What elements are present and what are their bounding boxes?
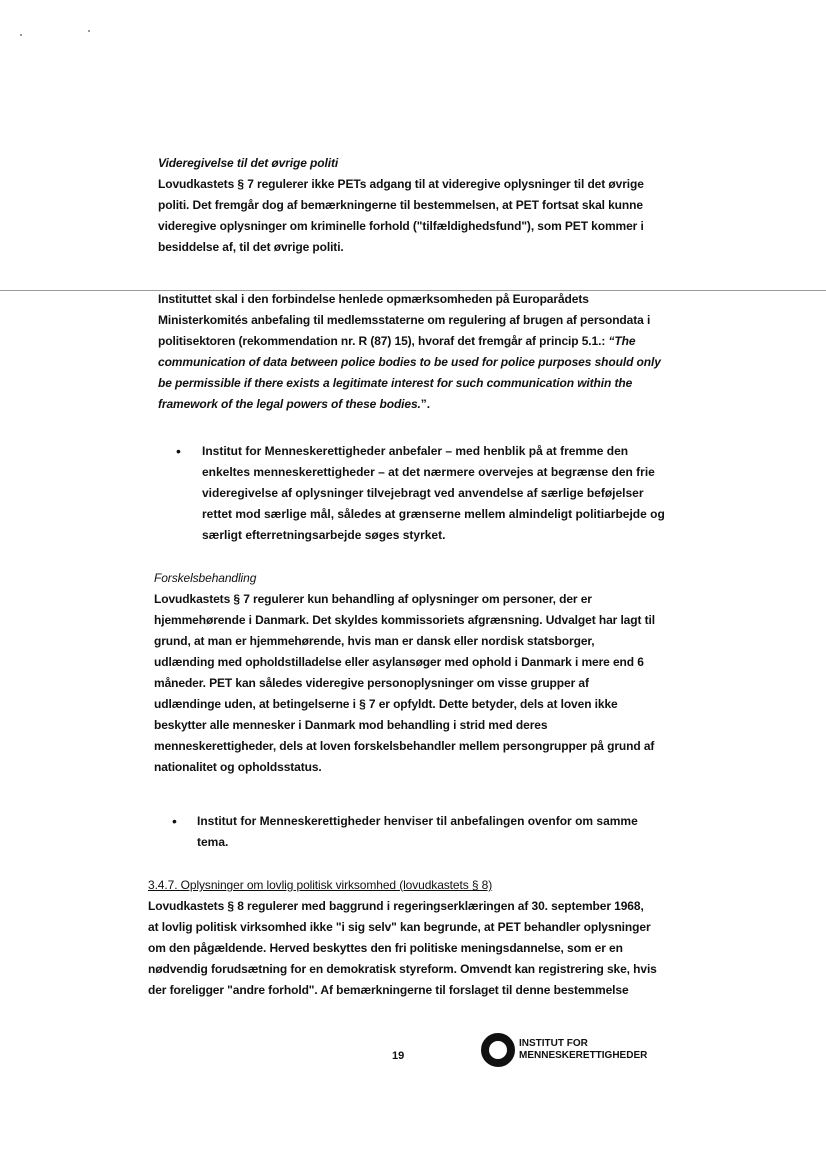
logo-line: INSTITUT FOR: [519, 1038, 588, 1049]
scan-speck: [88, 30, 90, 32]
text-line: at lovlig politisk virksomhed ikke "i sig selv" kan begrunde, at PET behandler oplysninger: [148, 920, 651, 934]
text-line: udlænding med opholdstilladelse eller asylansøger med ophold i Danmark i mere end 6: [154, 655, 644, 669]
section-europaraadet: [158, 289, 661, 415]
text-line: Ministerkomités anbefaling til medlemsstaterne om regulering af brugen af persondata i: [158, 313, 651, 327]
text-line: rettet mod særlige mål, således at grænserne mellem almindeligt politiarbejde og: [202, 507, 665, 521]
text-line: nødvendig forudsætning for en demokratisk styreform. Omvendt kan registrering ske, hvis: [148, 962, 657, 976]
institute-logo-text: [519, 1038, 647, 1062]
page-number: 19: [392, 1050, 405, 1062]
text-line: hjemmehørende i Danmark. Det skyldes kommissoriets afgrænsning. Udvalget har lagt til: [154, 613, 655, 627]
text-line: der foreligger "andre forhold". Af bemærkningerne til forslaget til denne bestemmelse: [148, 983, 629, 997]
text-line: beskytter alle mennesker i Danmark mod behandling i strid med deres: [154, 718, 548, 732]
section-videregivelse: [158, 153, 644, 258]
text-line: [158, 331, 661, 352]
section-heading: Videregivelse til det øvrige politi: [158, 156, 339, 170]
institute-logo-icon: [480, 1032, 516, 1068]
text-line: Institut for Menneskerettigheder henviser til anbefalingen ovenfor om samme: [197, 814, 638, 828]
text-line: menneskerettigheder, dels at loven forskelsbehandler mellem persongrupper på grund af: [154, 739, 655, 753]
bullet-symbol: •: [176, 443, 181, 459]
text-line: måneder. PET kan således videregive personoplysninger om visse grupper af: [154, 676, 589, 690]
quote-line: be permissible if there exists a legitimate interest for such communication within the: [158, 376, 633, 390]
section-heading: 3.4.7. Oplysninger om lovlig politisk virksomhed (lovudkastets § 8): [148, 878, 493, 892]
text-line: udlændinge uden, at betingelserne i § 7 er opfyldt. Dette betyder, dels at loven ikke: [154, 697, 618, 711]
recommendation-bullet: [197, 811, 638, 853]
text-line: nationalitet og opholdsstatus.: [154, 760, 322, 774]
text-line: videregive oplysninger om kriminelle forhold ("tilfældighedsfund"), som PET kommer i: [158, 219, 644, 233]
bullet-symbol: •: [172, 813, 177, 829]
text-line: besiddelse af, til det øvrige politi.: [158, 240, 344, 254]
section-heading: Forskelsbehandling: [154, 571, 257, 585]
section-politisk-virksomhed: [148, 875, 657, 1001]
section-forskelsbehandling: [154, 568, 655, 778]
text-segment: politisektoren (rekommendation nr. R (87) 15), hvoraf det fremgår af princip 5.1.:: [158, 334, 609, 348]
text-line: tema.: [197, 835, 229, 849]
quote-start: “The: [608, 334, 636, 348]
quote-line: communication of data between police bodies to be used for police purposes should only: [158, 355, 661, 369]
text-line: Lovudkastets § 7 regulerer kun behandling af oplysninger om personer, der er: [154, 592, 592, 606]
text-line: Institut for Menneskerettigheder anbefaler – med henblik på at fremme den: [202, 444, 629, 458]
text-line: Instituttet skal i den forbindelse henlede opmærksomheden på Europarådets: [158, 292, 589, 306]
text-line: politi. Det fremgår dog af bemærkningerne til bestemmelsen, at PET fortsat skal kunne: [158, 198, 643, 212]
text-line: videregivelse af oplysninger tilvejebragt ved anvendelse af særlige beføjelser: [202, 486, 644, 500]
text-line: Lovudkastets § 7 regulerer ikke PETs adgang til at videregive oplysninger til det øvrige: [158, 177, 644, 191]
text-line: særligt efterretningsarbejde søges styrket.: [202, 528, 446, 542]
quote-line: framework of the legal powers of these bodies.: [158, 397, 421, 411]
text-line: enkeltes menneskerettigheder – at det nærmere overvejes at begrænse den frie: [202, 465, 655, 479]
text-line: om den pågældende. Herved beskyttes den fri politiske meningsdannelse, som er en: [148, 941, 623, 955]
text-line: grund, at man er hjemmehørende, hvis man er dansk eller nordisk statsborger,: [154, 634, 595, 648]
text-line: Lovudkastets § 8 regulerer med baggrund i regeringserklæringen af 30. september 1968,: [148, 899, 644, 913]
quote-end: ”.: [420, 397, 430, 411]
logo-line: MENNESKERETTIGHEDER: [519, 1050, 648, 1061]
recommendation-bullet: [202, 441, 665, 546]
text-line: [158, 394, 661, 415]
scan-speck: [20, 34, 22, 36]
